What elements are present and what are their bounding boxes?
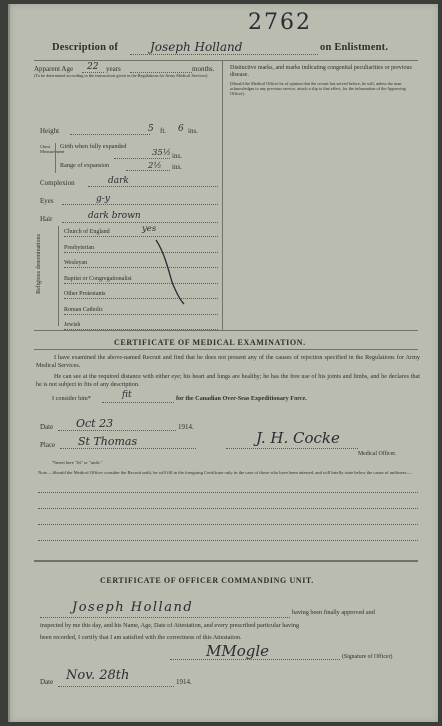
medical-officer-label: Medical Officer. [358,451,397,457]
medical-date-value: Oct 23 [76,417,114,430]
religion-option: Other Protestants [64,291,106,297]
unfit-line-4 [38,540,418,541]
girth-value: 35½ [152,148,172,158]
medical-date-line [58,430,176,431]
consider-value: fit [122,390,132,400]
complexion-line [88,186,218,187]
medical-rule [34,349,418,350]
expansion-value: 2½ [148,161,162,171]
years-label: years [106,65,121,73]
girth-label: Girth when fully expanded [60,143,127,150]
consider-suffix: for the Canadian Over-Seas Expeditionary Force. [176,395,307,402]
religion-line [64,267,218,268]
medical-place-line [60,448,196,449]
title-prefix: Description of [52,42,119,53]
recruit-name: Joseph Holland [150,40,243,54]
medical-para-1: I have examined the above-named Recruit and find that he does not present any of the causes of rejection specified in the Regulations for Army Medical Services. [36,354,420,369]
girth-line [114,158,170,159]
title-rule [34,60,418,61]
age-value: 22 [87,62,99,72]
age-note: (To be determined according to the instructions given in the Regulations for Army Medical Services) [34,73,208,78]
religion-option: Presbyterian [64,244,94,251]
commanding-date-label: Date [40,678,54,686]
commanding-signature: MMogle [206,642,270,660]
commanding-text-1: having been finally approved and [292,609,375,616]
section-rule-2 [34,560,418,562]
hair-value: dark brown [88,211,141,221]
medical-para-2: He can see at the required distance with either eye; his heart and lungs are healthy; he has the free use of his joints and limbs, and he declares that he is not subject to fits of any description. [36,373,420,388]
religion-line [64,314,218,315]
medical-year: 1914. [178,423,194,431]
commanding-title: CERTIFICATE OF OFFICER COMMANDING UNIT. [100,576,314,585]
complexion-label: Complexion [40,179,75,187]
medical-officer-signature: J. H. Cocke [256,429,340,447]
commanding-date-line [58,686,174,687]
religion-line [64,298,218,299]
marks-note: (Should the Medical Officer be of opinion that the recruit has served before, he will, unless the man acknowledges to any previous service, attach a slip to that effect, for the information of the Approving Officer). [230,81,406,96]
title-name-line [130,54,318,55]
religion-option: Wesleyan [64,260,88,266]
commanding-date-value: Nov. 28th [66,668,130,683]
medical-note: Note.—Should the Medical Officer consider the Recruit unfit, he will fill in the foregoing Certificate only in the case of those who have been attested, and will briefly state below the cause of unfitness:— [38,470,413,475]
complexion-value: dark [108,176,129,186]
attestation-form-page [8,4,438,722]
religion-line [64,252,218,253]
commanding-name-value: Joseph Holland [72,600,194,615]
commanding-text-2: inspected by me this day, and his Name, Age, Date of Attestation, and every prescribed particular having [40,622,300,629]
months-label: months. [192,65,215,73]
religion-option: Roman Catholic [64,306,104,313]
signature-label: (Signature of Officer) [342,654,393,660]
religion-option: Baptist or Congregationalist [64,275,132,282]
girth-unit: ins. [172,152,182,160]
commanding-text-3: been recorded, I certify that I am satisfied with the correctness of this Attestation. [40,634,242,641]
religion-mark: yes [142,224,157,234]
medical-place-value: St Thomas [78,435,138,448]
medical-date-label: Date [40,423,54,431]
eyes-label: Eyes [40,197,54,205]
marks-header: Distinctive marks, and marks indicating congenital peculiarities or previous disease. [230,65,412,78]
consider-line [102,402,174,403]
medical-officer-line [226,448,358,449]
religion-brace [58,226,59,326]
title-suffix: on Enlistment. [320,42,389,53]
commanding-year: 1914. [176,678,192,686]
eyes-line [62,204,218,205]
medical-title: CERTIFICATE OF MEDICAL EXAMINATION. [114,338,306,347]
eyes-value: g-y [96,194,110,204]
ft-label: ft. [160,127,167,135]
chest-label: Chest Measurement [40,144,65,154]
religion-option: Church of England [64,229,110,235]
unfit-line-2 [38,508,418,509]
form-number: 2762 [248,10,312,35]
consider-prefix: I consider him* [52,395,91,402]
hair-line [62,222,218,223]
height-in-value: 6 [178,124,184,134]
height-ft-value: 5 [148,124,154,134]
religion-stroke [150,238,190,308]
hair-label: Hair [40,215,53,223]
medical-footnote: *Insert here "fit" or "unfit." [52,460,103,465]
religion-option: Jewish [64,322,81,328]
section-rule-1 [34,330,418,331]
age-label: Apparent Age [34,65,74,73]
medical-place-label: Place [40,441,56,449]
religion-line [64,236,218,237]
expansion-unit: ins. [172,163,182,171]
commanding-name-line [40,617,290,618]
religion-line [64,283,218,284]
unfit-line-1 [38,492,418,493]
column-divider [222,60,223,330]
unfit-line-3 [38,524,418,525]
ins-label: ins. [188,127,198,135]
chest-brace [55,143,56,173]
height-label: Height [40,127,60,135]
height-line [70,134,150,135]
religion-label: Religious denominations [36,234,42,294]
expansion-label: Range of expansion [60,162,110,169]
